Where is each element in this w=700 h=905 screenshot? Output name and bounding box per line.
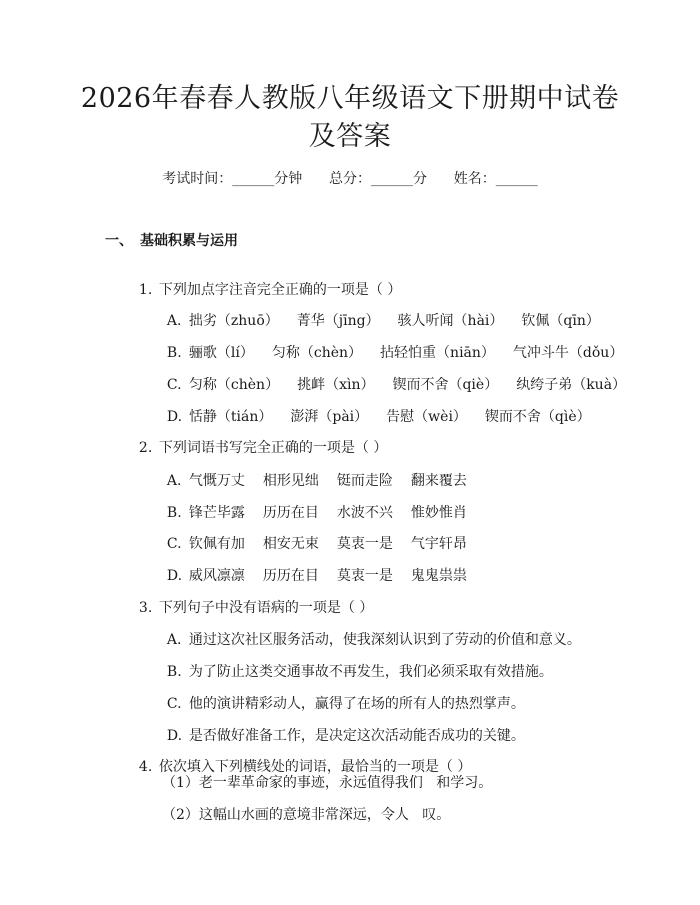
title-line-1: 2026年春春人教版八年级语文下册期中试卷 (80, 83, 620, 114)
option-letter: A. (166, 313, 182, 329)
option-word: 历历在目 (262, 505, 319, 521)
q1-option-a (158, 294, 618, 330)
question-2 (130, 421, 387, 457)
question-text: 下列词语书写完全正确的一项是（ ） (158, 440, 388, 456)
option-word: 气宇轩昂 (410, 536, 467, 552)
question-4 (130, 740, 471, 776)
q4-sentence-1: （1）老一辈革命家的事迹，永远值得我们 和学习。 (162, 775, 493, 791)
question-text: 下列句子中没有语病的一项是（ ） (158, 600, 374, 616)
option-word: 威风凛凛 (188, 568, 245, 584)
q2-option-c (158, 517, 485, 553)
option-word: 气慨万丈 (188, 473, 245, 489)
option-letter: D. (166, 568, 183, 584)
question-number: 1. (138, 282, 153, 298)
option-word: 铤而走险 (336, 473, 393, 489)
option-word: 匀称（chèn） (271, 345, 363, 361)
q1-option-c (158, 358, 644, 394)
option-letter: C. (166, 536, 182, 552)
option-word: 相安无束 (262, 536, 319, 552)
option-word: 锲而不舍（qìè） (484, 409, 591, 425)
option-text: 他的演讲精彩动人，赢得了在场的所有人的热烈掌声。 (188, 696, 525, 712)
section-title: 基础积累与运用 (140, 233, 238, 249)
section-number: 一、 (105, 233, 133, 249)
option-word: 澎湃（pài） (290, 409, 369, 425)
option-word: 翻来覆去 (410, 473, 467, 489)
q4-sentence-2: （2）这幅山水画的意境非常深远，令人 叹。 (162, 807, 451, 823)
option-word: 气冲斗牛（dǒu） (512, 345, 624, 361)
option-word: 骊歌（lí） (188, 345, 254, 361)
option-word: 莫衷一是 (336, 536, 393, 552)
option-text: 为了防止这类交通事故不再发生，我们必须采取有效措施。 (188, 664, 553, 680)
option-text: 通过这次社区服务活动，使我深刻认识到了劳动的价值和意义。 (188, 632, 581, 648)
option-word: 告慰（wèi） (386, 409, 467, 425)
option-letter: C. (166, 696, 182, 712)
q2-option-a (158, 454, 485, 490)
option-letter: B. (166, 664, 182, 680)
option-letter: B. (166, 505, 182, 521)
question-3 (130, 581, 373, 617)
option-word: 骇人听闻（hài） (397, 313, 504, 329)
option-letter: A. (166, 632, 182, 648)
exam-info-line: 考试时间：______分钟 总分：______分 姓名：______ (162, 171, 538, 187)
title-line-2: 及答案 (308, 121, 392, 152)
option-letter: C. (166, 377, 182, 393)
option-letter: A. (166, 473, 182, 489)
option-word: 莫衷一是 (336, 568, 393, 584)
option-word: 鬼鬼祟祟 (410, 568, 467, 584)
option-word: 挑衅（xìn） (297, 377, 375, 393)
option-word: 相形见绌 (262, 473, 319, 489)
option-word: 匀称（chèn） (188, 377, 280, 393)
option-word: 菁华（jīng） (296, 313, 380, 329)
q3-option-b (158, 645, 553, 681)
option-word: 钦佩有加 (188, 536, 245, 552)
option-word: 锋芒毕露 (188, 505, 245, 521)
option-text: 是否做好准备工作，是决定这次活动能否成功的关键。 (188, 728, 525, 744)
q2-option-d (158, 549, 485, 585)
option-word: 拈轻怕重（niān） (380, 345, 495, 361)
option-letter: D. (166, 728, 183, 744)
question-number: 2. (138, 440, 153, 456)
option-word: 钦佩（qīn） (521, 313, 600, 329)
question-text: 下列加点字注音完全正确的一项是（ ） (158, 282, 402, 298)
option-word: 锲而不舍（qiè） (392, 377, 499, 393)
option-word: 历历在目 (262, 568, 319, 584)
q3-option-a (158, 613, 581, 649)
q3-option-c (158, 677, 525, 713)
option-word: 恬静（tián） (188, 409, 273, 425)
q1-option-b (158, 326, 641, 362)
question-number: 4. (138, 759, 153, 775)
option-letter: D. (166, 409, 183, 425)
option-letter: B. (166, 345, 182, 361)
option-word: 拙劣（zhuō） (188, 313, 279, 329)
question-number: 3. (138, 600, 153, 616)
option-word: 纨绔子弟（kuà） (516, 377, 627, 393)
question-text: 依次填入下列横线处的词语，最恰当的一项是（ ） (158, 759, 472, 775)
document-title (0, 80, 700, 156)
option-word: 惟妙惟肖 (410, 505, 467, 521)
section-heading (105, 230, 238, 250)
option-word: 水波不兴 (336, 505, 393, 521)
